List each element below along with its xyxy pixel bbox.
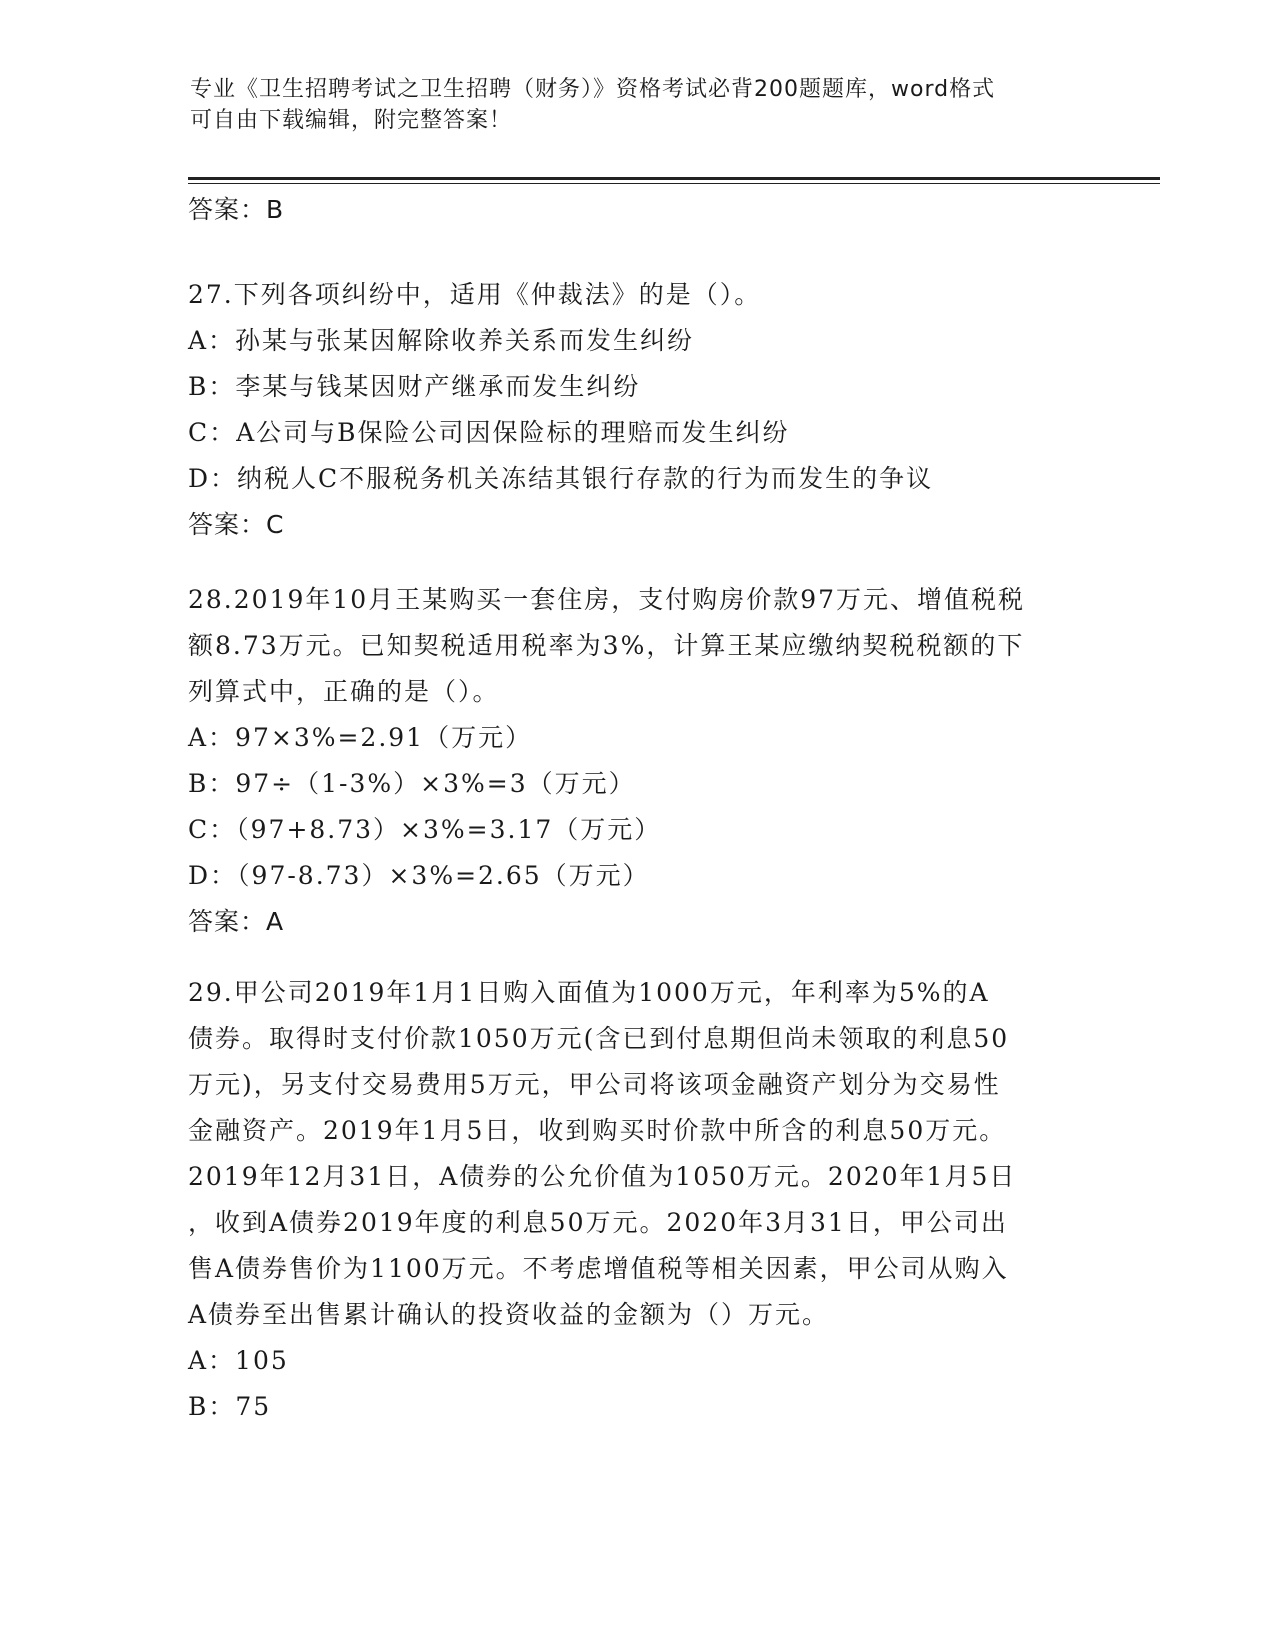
option-a: A：105 [188, 1346, 289, 1375]
question-27 [188, 272, 933, 548]
question-28 [188, 577, 1025, 945]
header-line-1: 专业《卫生招聘考试之卫生招聘（财务）》资格考试必背200题题库，word格式 [190, 77, 996, 102]
option-a: A：97×3%=2.91（万元） [188, 723, 533, 752]
question-stem-line: 28.2019年10月王某购买一套住房，支付购房价款97万元、增值税税 [188, 585, 1026, 614]
question-stem: 27.下列各项纠纷中，适用《仲裁法》的是（）。 [188, 280, 762, 309]
question-stem-line: A债券至出售累计确认的投资收益的金额为（）万元。 [188, 1300, 830, 1329]
question-stem-line: 售A债券售价为1100万元。不考虑增值税等相关因素，甲公司从购入 [188, 1254, 1009, 1283]
option-c: C：A公司与B保险公司因保险标的理赔而发生纠纷 [188, 418, 790, 447]
question-stem-line: 2019年12月31日，A债券的公允价值为1050万元。2020年1月5日 [188, 1162, 1017, 1191]
document-header [190, 74, 1090, 136]
option-d: D：（97-8.73）×3%=2.65（万元） [188, 861, 650, 890]
question-stem-line: ，收到A债券2019年度的利息50万元。2020年3月31日，甲公司出 [188, 1208, 1008, 1237]
header-rule-thick [188, 177, 1160, 180]
option-b: B：97÷（1-3%）×3%=3（万元） [188, 769, 636, 798]
option-b: B：75 [188, 1392, 272, 1421]
option-d: D：纳税人C不服税务机关冻结其银行存款的行为而发生的争议 [188, 464, 934, 493]
question-stem-line: 债券。取得时支付价款1050万元(含已到付息期但尚未领取的利息50 [188, 1024, 1010, 1053]
question-stem-line: 29.甲公司2019年1月1日购入面值为1000万元，年利率为5%的A [188, 978, 990, 1007]
answer-27: 答案：C [188, 510, 285, 539]
question-stem-line: 列算式中，正确的是（）。 [188, 677, 500, 706]
question-stem-line: 万元)，另支付交易费用5万元，甲公司将该项金融资产划分为交易性 [188, 1070, 1001, 1099]
answer-28: 答案：A [188, 907, 285, 936]
option-b: B：李某与钱某因财产继承而发生纠纷 [188, 372, 641, 401]
option-c: C：（97+8.73）×3%=3.17（万元） [188, 815, 662, 844]
header-line-2: 可自由下载编辑，附完整答案！ [190, 108, 513, 133]
question-29 [188, 970, 1016, 1430]
answer-26: 答案：B [188, 195, 285, 224]
question-stem-line: 额8.73万元。已知契税适用税率为3%，计算王某应缴纳契税税额的下 [188, 631, 1025, 660]
header-rule-thin [188, 183, 1160, 184]
option-a: A：孙某与张某因解除收养关系而发生纠纷 [188, 326, 695, 355]
question-stem-line: 金融资产。2019年1月5日，收到购买时价款中所含的利息50万元。 [188, 1116, 1007, 1145]
